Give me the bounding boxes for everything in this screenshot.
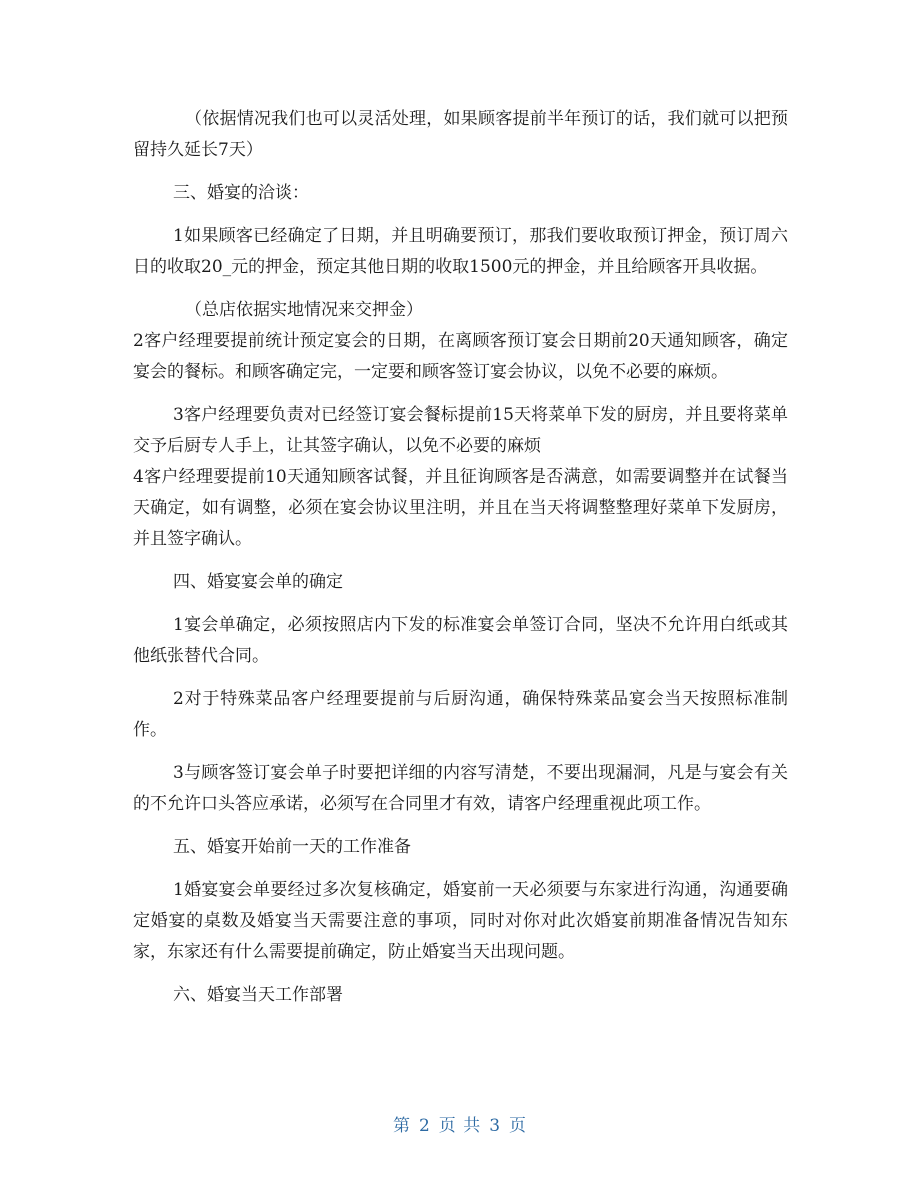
footer-middle: 页 共	[438, 1116, 482, 1136]
section-heading-wedding-day: 六、婚宴当天工作部署	[173, 985, 343, 1005]
footer-prefix: 第	[392, 1116, 411, 1136]
footer-suffix: 页	[509, 1116, 528, 1136]
document-body	[133, 104, 788, 1023]
paragraph-contract-details: 3与顾客签订宴会单子时要把详细的内容写清楚，不要出现漏洞，凡是与宴会有关的不允许口头答应承诺，必须写在合同里才有效，请客户经理重视此项工作。	[133, 763, 788, 814]
section-heading-negotiation: 三、婚宴的洽谈：	[173, 183, 309, 203]
page-footer	[0, 1111, 920, 1136]
paragraph-deposit: 1如果顾客已经确定了日期，并且明确要预订，那我们要收取预订押金，预订周六日的收取20_元的押金，预定其他日期的收取1500元的押金，并且给顾客开具收据。	[133, 226, 788, 277]
footer-current-page: 2	[418, 1116, 431, 1136]
section-heading-day-before: 五、婚宴开始前一天的工作准备	[173, 837, 411, 857]
paragraph-special-dishes: 2对于特殊菜品客户经理要提前与后厨沟通，确保特殊菜品宴会当天按照标准制作。	[133, 689, 788, 740]
section-heading-banquet-order: 四、婚宴宴会单的确定	[173, 572, 343, 592]
paragraph-flexible-handling-note: （依据情况我们也可以灵活处理，如果顾客提前半年预订的话，我们就可以把预留持久延长7天）	[133, 109, 788, 160]
paragraph-tasting: 4客户经理要提前10天通知顾客试餐，并且征询顾客是否满意，如需要调整并在试餐当天确定，如有调整，必须在宴会协议里注明，并且在当天将调整整理好菜单下发厨房，并且签字确认。	[133, 467, 788, 549]
paragraph-confirm-menu-standard: 2客户经理要提前统计预定宴会的日期，在离顾客预订宴会日期前20天通知顾客，确定宴会的餐标。和顾客确定完，一定要和顾客签订宴会协议，以免不必要的麻烦。	[133, 331, 788, 382]
paragraph-menu-to-kitchen: 3客户经理要负责对已经签订宴会餐标提前15天将菜单下发的厨房，并且要将菜单交予后厨专人手上，让其签字确认，以免不必要的麻烦	[133, 405, 788, 456]
paragraph-head-office-note: （总店依据实地情况来交押金）	[185, 300, 423, 320]
footer-total-pages: 3	[489, 1116, 502, 1136]
paragraph-standard-contract: 1宴会单确定，必须按照店内下发的标准宴会单签订合同，坚决不允许用白纸或其他纸张替代合同。	[133, 615, 788, 666]
paragraph-day-before-check: 1婚宴宴会单要经过多次复核确定，婚宴前一天必须要与东家进行沟通，沟通要确定婚宴的桌数及婚宴当天需要注意的事项，同时对你对此次婚宴前期准备情况告知东家，东家还有什么需要提前确定，防止婚宴当天出现问题。	[133, 880, 788, 962]
